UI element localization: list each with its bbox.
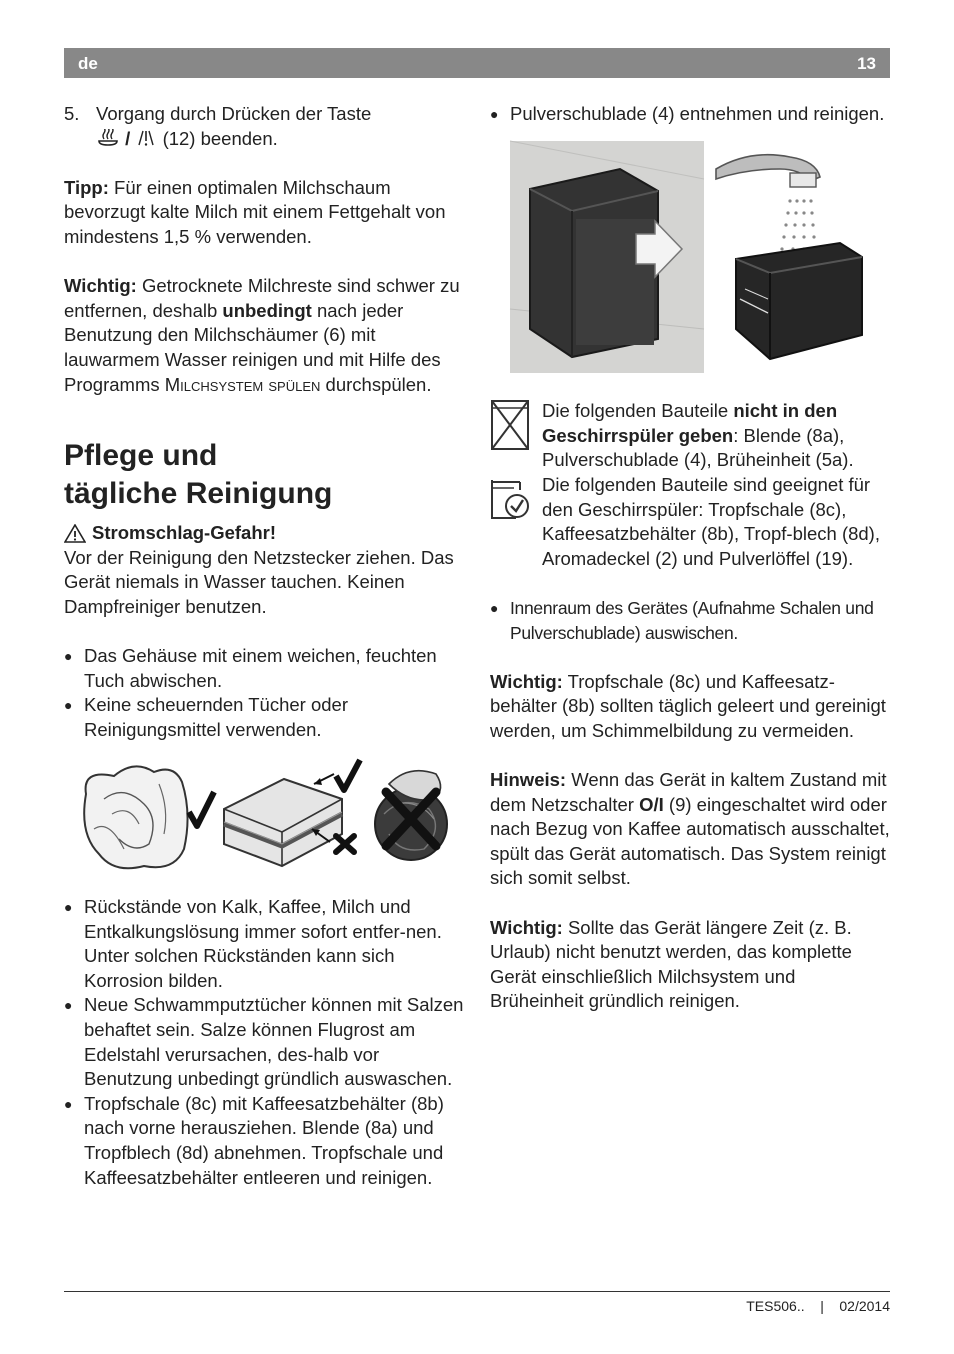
- footer-divider: [64, 1291, 890, 1292]
- warning-title-text: Stromschlag-Gefahr!: [92, 522, 277, 544]
- step-5-text: (12) beenden.: [162, 127, 278, 149]
- no-dishwasher-paragraph: [542, 399, 892, 473]
- important-paragraph: [64, 274, 464, 397]
- step-number: 5.: [64, 103, 80, 124]
- step-5: [64, 102, 464, 151]
- no-dishwasher-text-2: : Blende (8a), Pulverschublade (4), Brüheinheit (5a).: [542, 424, 854, 471]
- no-dishwasher-icon: [490, 399, 530, 451]
- warning-title: [64, 521, 464, 546]
- tip-text: Für einen optimalen Milchschaum bevorzugt kalte Milch mit einem Fettgehalt von mindestens 1,5 % verwenden.: [64, 176, 446, 247]
- important-paragraph-1: [490, 670, 892, 744]
- left-column: [64, 102, 464, 1190]
- important-text-2: nach jeder Benutzung den Milchschäumer (6) mit lauwarmem Wasser reinigen und mit Hilfe des Programms: [64, 299, 441, 395]
- steam-icon: [96, 129, 120, 147]
- important-text-3: durchspülen.: [325, 373, 432, 395]
- no-dishwasher-emphasis: nicht in den Geschirrspüler geben: [542, 400, 838, 446]
- tip-paragraph: [64, 176, 464, 250]
- list-item: ● Rückstände von Kalk, Kaffee, Milch und Entkalkungslösung immer sofort entfer-nen. Unter solchen Rückständen kann sich Korrosion bilden.: [64, 895, 464, 993]
- tip-label: Tipp:: [64, 176, 109, 198]
- important-text-1: Getrocknete Milchreste sind schwer zu entfernen, deshalb: [64, 275, 460, 321]
- program-name: Milchsystem spülen: [164, 373, 321, 395]
- heading-line-2: tägliche Reinigung: [64, 477, 333, 511]
- important-text-r2: Sollte das Gerät längere Zeit (z. B. Urlaub) nicht benutzt werden, das komplette Gerät einschließlich Milchsystem und Brüheinheit gründlich reinigen.: [490, 916, 852, 1012]
- note-label: Hinweis:: [490, 769, 567, 791]
- powder-drawer-illustration: [490, 139, 890, 375]
- dishwasher-ok-icon: [490, 478, 530, 520]
- step-5-line2: [96, 127, 464, 152]
- dishwasher-ok-paragraph: Die folgenden Bauteile sind geeignet für den Geschirrspüler: Tropfschale (8c), Kaffeesatzbehälter (8b), Tropf-blech (8d), Aromadeckel (2) und Pulverlöffel (19).: [542, 473, 880, 569]
- important-paragraph-2: [490, 916, 892, 1014]
- dishwasher-icons: [490, 399, 530, 571]
- list-item: ● Pulverschublade (4) entnehmen und reinigen.: [490, 102, 892, 127]
- list-item: ● Keine scheuernden Tücher oder Reinigungsmittel verwenden.: [64, 693, 464, 742]
- warning-text: Vor der Reinigung den Netzstecker ziehen. Das Gerät niemals in Wasser tauchen. Keinen Dampfreiniger benutzen.: [64, 546, 454, 617]
- right-column: [490, 102, 892, 1014]
- important-label-2: Wichtig:: [490, 916, 563, 938]
- page-footer: [746, 1298, 890, 1314]
- no-dishwasher-text-1: Die folgenden Bauteile: [542, 400, 729, 422]
- footer-separator: |: [820, 1298, 824, 1314]
- list-item: ● Innenraum des Gerätes (Aufnahme Schalen und Pulverschublade) auswischen.: [490, 596, 892, 645]
- list-item: ● Neue Schwammputztücher können mit Salzen behaftet sein. Salze können Flugrost am Edelstahl verursachen, des-halb vor Benutzung unbedingt gründlich auswaschen.: [64, 993, 464, 1091]
- note-text-1: Wenn das Gerät in kaltem Zustand mit dem Netzschalter: [490, 769, 887, 815]
- cleaning-cloth-illustration: [64, 754, 464, 880]
- page-header: [64, 48, 890, 78]
- important-label: Wichtig:: [64, 275, 137, 297]
- important-text-r1: Tropfschale (8c) und Kaffeesatz-behälter (8b) sollten täglich geleert und gereinigt werden, um Schimmelbildung zu vermeiden.: [490, 670, 886, 741]
- note-paragraph: [490, 768, 892, 891]
- list-item: ● Tropfschale (8c) mit Kaffeesatzbehälter (8b) nach vorne herausziehen. Blende (8a) und Tropfblech (8d) abnehmen. Tropfschale und Kaffeesatzbehälter entleeren und reinigen.: [64, 1092, 464, 1190]
- drip-icon: [135, 129, 157, 147]
- bullet-list-a: [64, 644, 464, 742]
- important-label-1: Wichtig:: [490, 670, 563, 692]
- power-switch-symbol: O/I: [639, 793, 664, 815]
- step-separator: /: [125, 127, 131, 149]
- publication-date: 02/2014: [839, 1298, 890, 1314]
- list-item: ● Das Gehäuse mit einem weichen, feuchten Tuch abwischen.: [64, 644, 464, 693]
- step-5-line1: Vorgang durch Drücken der Taste: [96, 103, 372, 124]
- important-emphasis: unbedingt: [222, 299, 312, 321]
- warning-triangle-icon: [64, 524, 86, 543]
- heading-line-1: Pflege und: [64, 439, 218, 473]
- language-code: de: [78, 54, 98, 73]
- page-number: 13: [857, 54, 876, 73]
- bullet-list-b: [64, 895, 464, 1190]
- note-text-2: (9) eingeschaltet wird oder nach Bezug von Kaffee automatisch ausschaltet, spült das Gerät automatisch. Das System reinigt sich somit selbst.: [490, 793, 890, 889]
- model-number: TES506..: [746, 1298, 805, 1314]
- dishwasher-text: [542, 399, 892, 571]
- dishwasher-notice: [490, 399, 892, 571]
- section-heading: [64, 437, 464, 513]
